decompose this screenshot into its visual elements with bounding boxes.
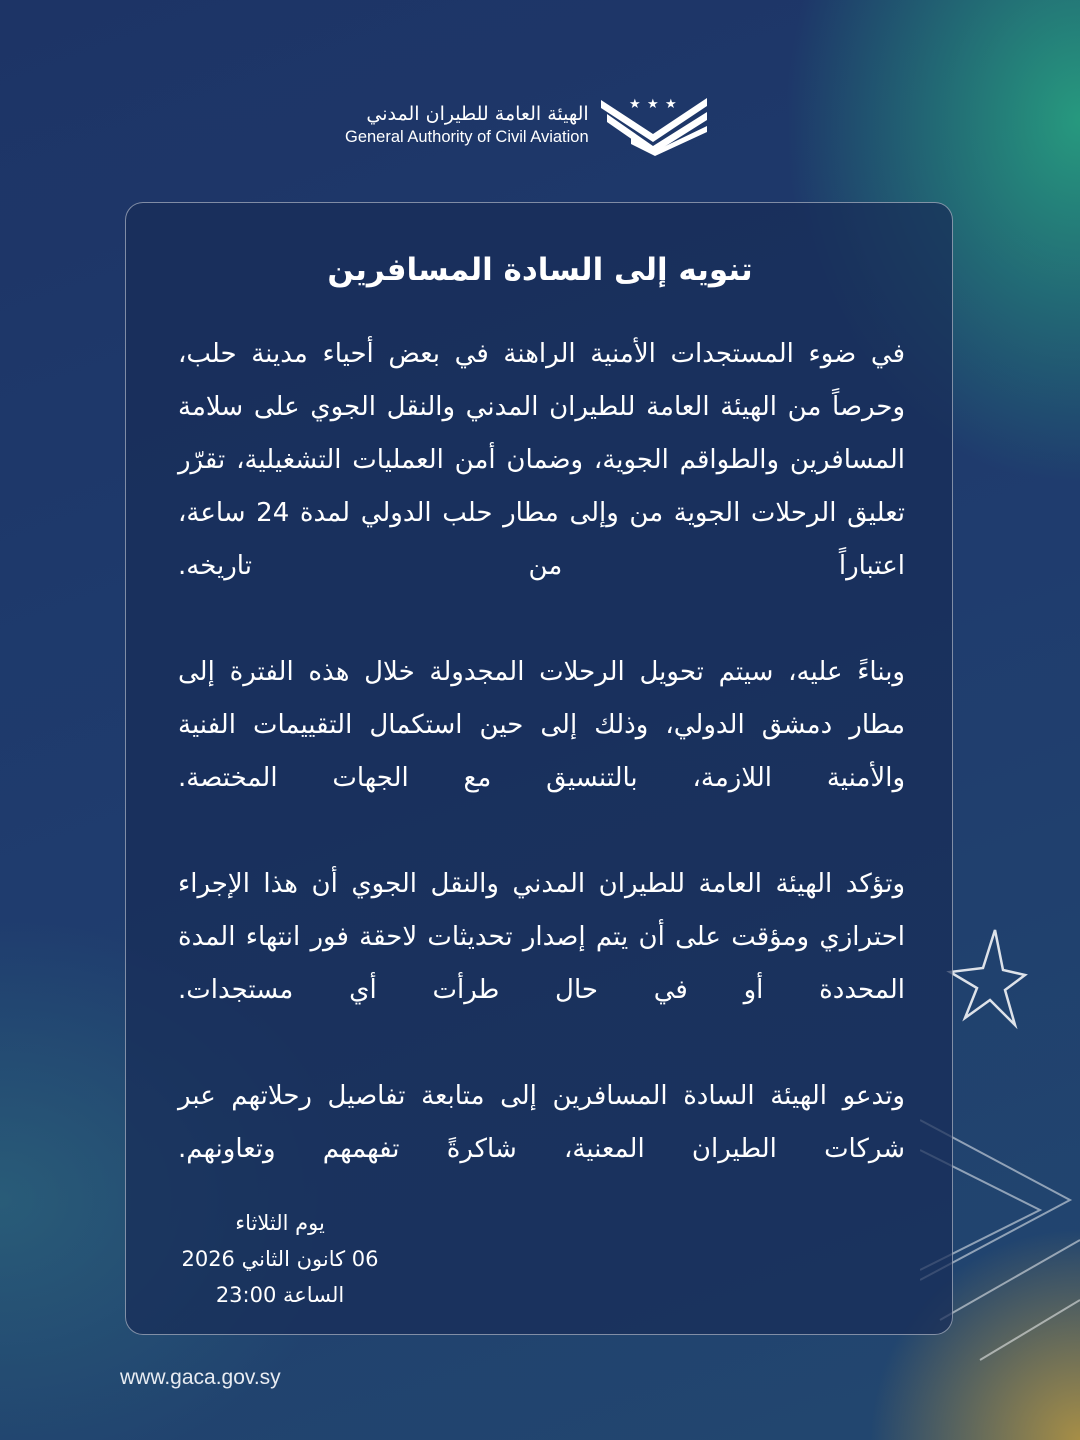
gaca-logo [345, 94, 711, 156]
paragraph: وتؤكد الهيئة العامة للطيران المدني والنقل الجوي أن هذا الإجراء احترازي ومؤقت على أن يتم إصدار تحديثات لاحقة فور انتهاء المدة المحددة أو في حال طرأت أي مستجدات. [178, 869, 905, 1005]
org-name-english: General Authority of Civil Aviation [345, 128, 589, 146]
notice-title: تنويه إلى السادة المسافرين [327, 252, 753, 288]
notice-day: يوم الثلاثاء [235, 1211, 325, 1235]
notice-date: 06 كانون الثاني 2026 [181, 1247, 379, 1271]
paragraph: وتدعو الهيئة السادة المسافرين إلى متابعة تفاصيل رحلاتهم عبر شركات الطيران المعنية، شاكرةً تفهمهم وتعاونهم. [178, 1081, 905, 1164]
notice-datetime [175, 1205, 385, 1313]
notice-body [178, 328, 905, 1229]
paragraph: في ضوء المستجدات الأمنية الراهنة في بعض أحياء مدينة حلب، وحرصاً من الهيئة العامة للطيران المدني والنقل الجوي على سلامة المسافرين والطواقم الجوية، وضمان أمن العمليات التشغيلية، تقرّر تعليق الرحلات الجوية من وإلى مطار حلب الدولي لمدة 24 ساعة، اعتباراً من تاريخه. [178, 339, 905, 581]
svg-text:★: ★ [664, 97, 677, 112]
notice-time: الساعة 23:00 [215, 1283, 345, 1307]
org-name-arabic: الهيئة العامة للطيران المدني [366, 103, 589, 125]
website-url: www.gaca.gov.sy [120, 1366, 281, 1389]
paragraph: وبناءً عليه، سيتم تحويل الرحلات المجدولة خلال هذه الفترة إلى مطار دمشق الدولي، وذلك إلى حين استكمال التقييمات الفنية والأمنية اللازمة، بالتنسيق مع الجهات المختصة. [178, 657, 905, 793]
svg-text:★: ★ [646, 97, 659, 112]
wings-emblem-icon [601, 94, 711, 156]
svg-text:★: ★ [628, 97, 641, 112]
